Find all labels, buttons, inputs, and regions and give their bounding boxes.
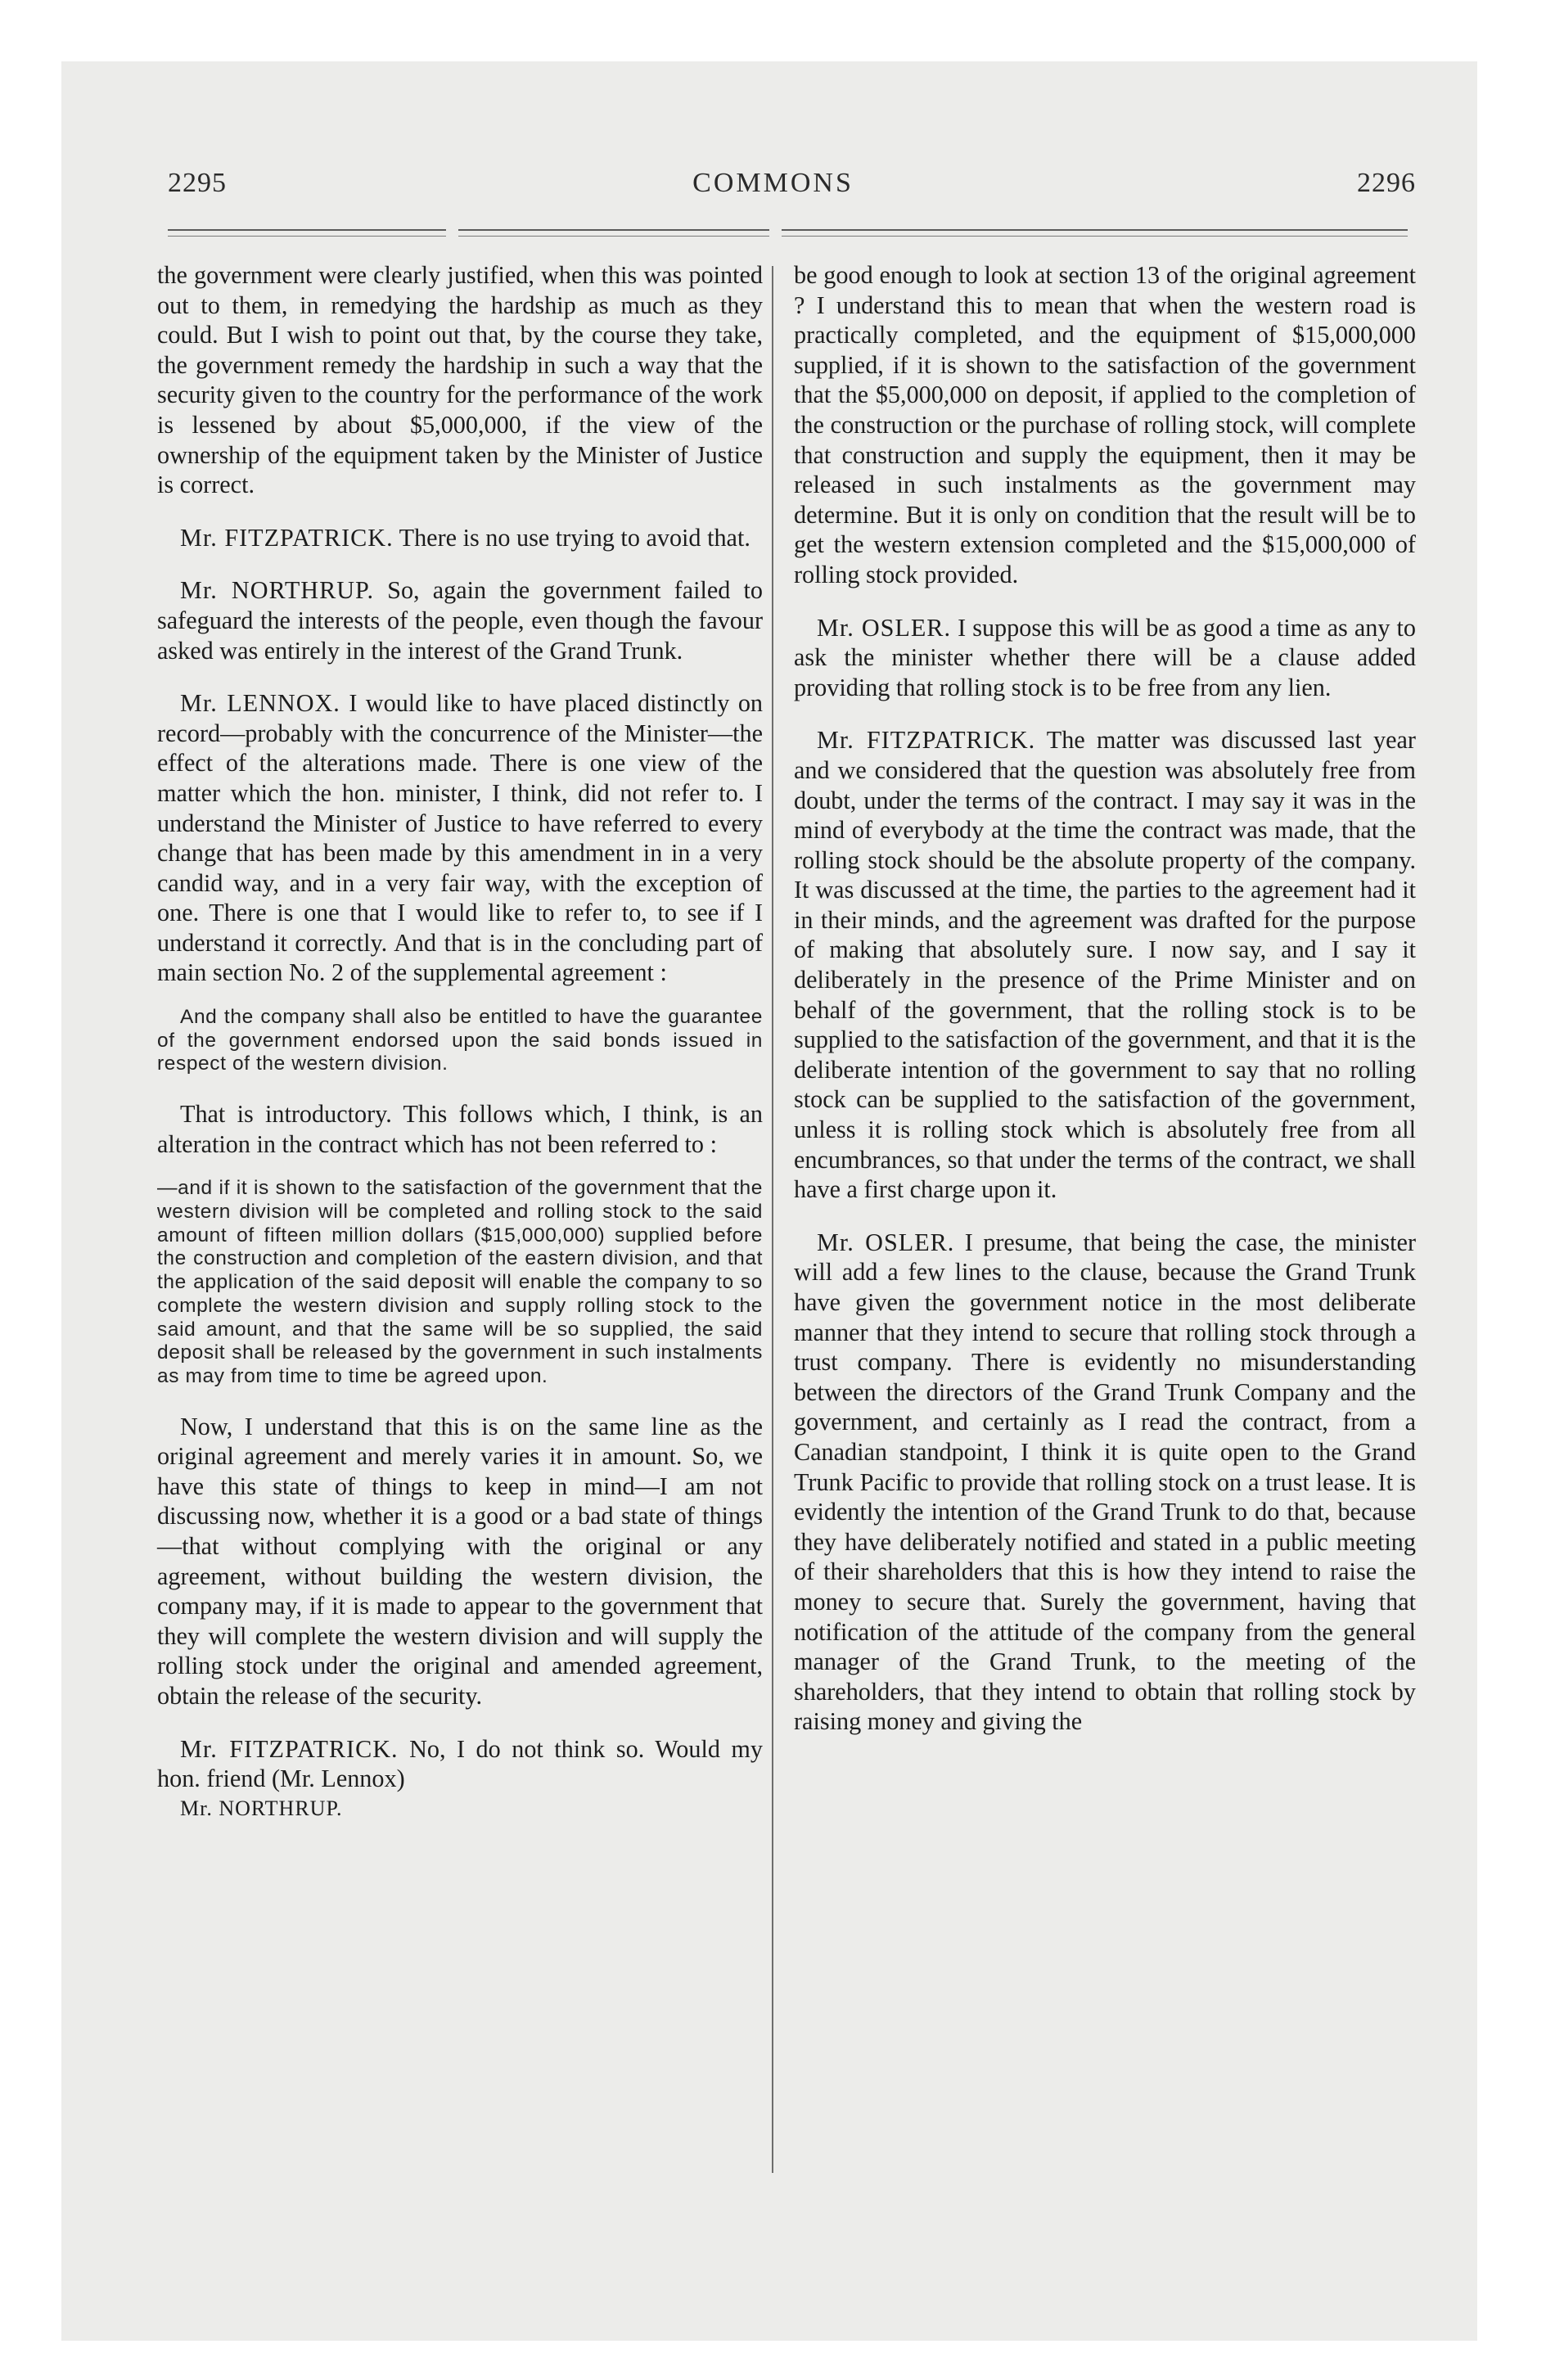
header-rule-right-top	[782, 229, 1408, 231]
speech-text: I would like to have placed distinctly on record—probably with the concurrence of the Minister—the effect of the alterations made. There is one view of the matter which the hon. minister, I think, did not refer to. I understand the Minister of Justice to have referred to every change that has been made by this amendment in in a very candid way, and in a very fair way, with the exception of one. There is one that I would like to refer to, to see if I understand it correctly. And that is in the concluding part of main section No. 2 of the supplemental agreement :	[157, 689, 764, 987]
paragraph: the government were clearly justified, when this was pointed out to them, in remedying the hardship as much as they could. But I wish to point out that, by the course they take, the government remedy the hardship in such a way that the security given to the country for the performance of the work is lessened by about $5,000,000, if the view of the ownership of the equipment taken by the Minister of Justice is correct.	[157, 261, 763, 499]
speech	[794, 613, 1416, 703]
speech-text: So, again the government failed to safeguard the interests of the people, even though the favour asked was entirely in the interest of the Grand Trunk.	[157, 576, 763, 665]
paragraph: Now, I understand that this is on the same line as the original agreement and merely varies it in amount. So, we have this state of things to keep in mind—I am not discussing now, whether it is a good or a bad state of things—that without complying with the original or any agreement, without building the western division, the company may, if it is made to appear to the government that they will complete the western division and will supply the rolling stock under the original and amended agreement, obtain the release of the security.	[157, 1412, 763, 1711]
speech	[157, 688, 763, 988]
left-column	[157, 260, 763, 1846]
speech	[794, 725, 1416, 1205]
speaker-name: Mr. OSLER.	[817, 1228, 955, 1256]
header-rule-left-top	[168, 229, 446, 231]
running-foot	[157, 1794, 763, 1824]
speech-text: I suppose this will be as good a time as any to ask the minister whether there will be a clause added providing that rolling stock is to be free from any lien.	[794, 613, 1416, 701]
quoted-clause: —and if it is shown to the satisfaction of the government that the western division will be completed and rolling stock to the said amount of fifteen million dollars ($15,000,000) supplied before the construction and completion of the eastern division, and that the application of the said deposit will enable the company to so complete the western division and supply rolling stock to the said amount, and that the same will be so supplied, the said deposit shall be released by the government in such instalments as may from time to time be agreed upon.	[157, 1177, 763, 1387]
speech-text: The matter was discussed last year and we considered that the question was absolutely free from doubt, under the terms of the contract. I may say it was in the mind of everybody at the time the contract was made, that the rolling stock should be the absolute property of the company. It was discussed at the time, the parties to the agreement had it in their minds, and the agreement was drafted for the purpose of making that absolutely sure. I now say, and I say it deliberately in the presence of the Prime Minister and on behalf of the government, that the rolling stock is to be supplied to the satisfaction of the government, and that it is the deliberate intention of the government to say that no rolling stock can be supplied to the satisfaction of the government, unless it is rolling stock which is absolutely free from all encumbrances, so that under the terms of the contract, we shall have a first charge upon it.	[794, 726, 1416, 1204]
paragraph: That is introductory. This follows which, I think, is an alteration in the contract which has not been referred to :	[157, 1100, 763, 1158]
speech-text: No, I do not think so. Would my hon. friend (Mr. Lennox)	[157, 1734, 764, 1793]
speaker-name: Mr. NORTHRUP.	[180, 1796, 343, 1820]
header-rule-right-bottom	[782, 236, 1408, 237]
speaker-name: Mr. FITZPATRICK.	[180, 1734, 399, 1763]
page-number-right: 2296	[1357, 168, 1416, 198]
speaker-name: Mr. OSLER.	[817, 613, 951, 642]
speech	[794, 1228, 1416, 1737]
speaker-name: Mr. FITZPATRICK.	[817, 726, 1036, 755]
speaker-name: Mr. NORTHRUP.	[180, 576, 375, 605]
quoted-clause: And the company shall also be entitled to have the guarantee of the government endorsed upon the said bonds issued in respect of the western division.	[157, 1006, 763, 1075]
speaker-name: Mr. LENNOX.	[180, 689, 340, 718]
page-title: COMMONS	[692, 168, 854, 198]
right-column	[794, 260, 1416, 1737]
column-divider	[772, 266, 773, 2173]
speech	[157, 523, 763, 553]
header-rule-left-bottom	[168, 236, 446, 237]
speech-text: There is no use trying to avoid that.	[399, 523, 750, 552]
header-rule-mid-bottom	[458, 236, 769, 237]
paragraph: be good enough to look at section 13 of the original agreement ? I understand this to mean that when the western road is practically completed, and the equipment of $15,000,000 supplied, if it is shown to the satisfaction of the government that the $5,000,000 on deposit, if applied to the completion of the construction or the purchase of rolling stock, will complete that construction and supply the equipment, then it may be released in such instalments as the government may determine. But it is only on condition that the result will be to get the western extension completed and the $15,000,000 of rolling stock provided.	[794, 261, 1416, 588]
header-rule-mid-top	[458, 229, 769, 231]
speech	[157, 575, 763, 665]
speaker-name: Mr. FITZPATRICK.	[180, 523, 394, 552]
speech-text: I presume, that being the case, the minister will add a few lines to the clause, because the Grand Trunk have given the government notice in the most deliberate manner that they intend to secure that rolling stock through a trust company. There is evidently no misunderstanding between the directors of the Grand Trunk Company and the government, and certainly as I read the contract, from a Canadian standpoint, I think it is quite open to the Grand Trunk Pacific to provide that rolling stock on a trust lease. It is evidently the intention of the Grand Trunk to do that, because they have deliberately notified and stated in a public meeting of their shareholders that this is how they intend to raise the money to secure that. Surely the government, having that notification of the attitude of the company from the general manager of the Grand Trunk, to the meeting of the shareholders, that they intend to obtain that rolling stock by raising money and giving the	[794, 1228, 1417, 1736]
page-number-left: 2295	[168, 168, 227, 198]
speech	[157, 1734, 763, 1794]
